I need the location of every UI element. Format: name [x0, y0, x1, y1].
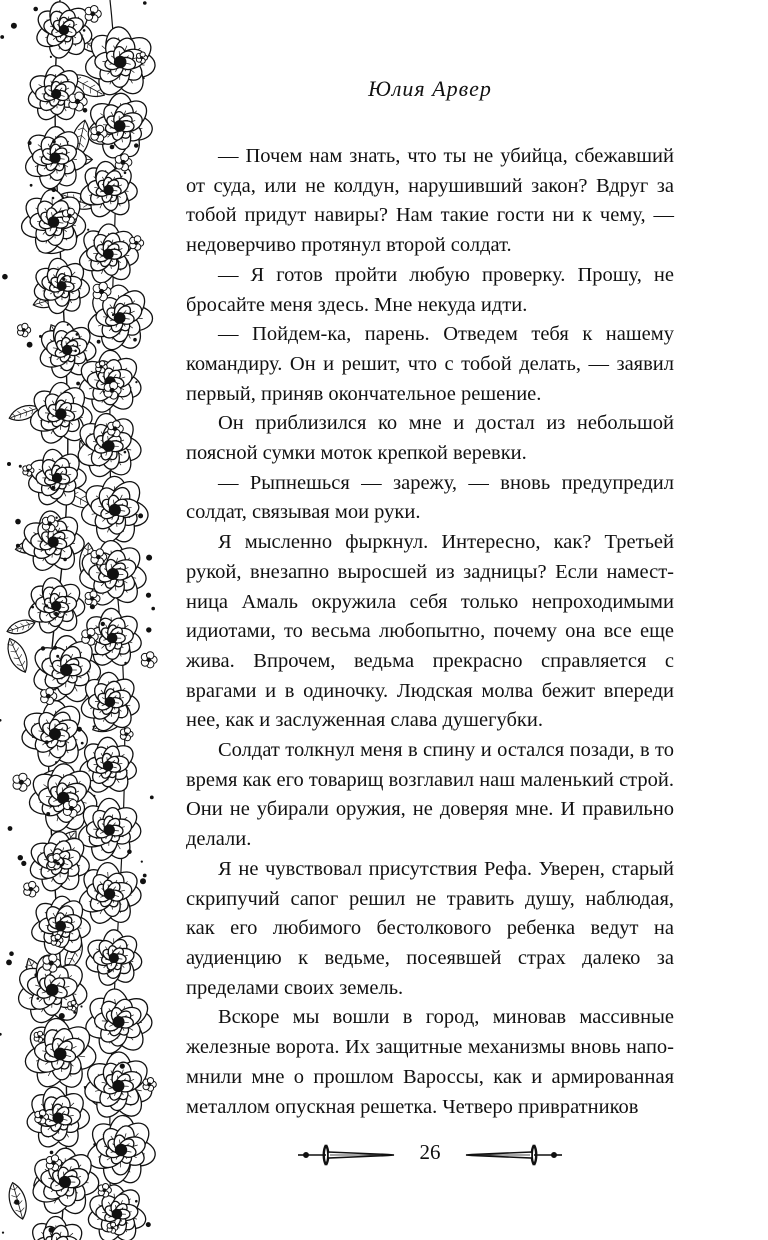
body-text	[186, 142, 674, 1122]
paragraph: Он приблизился ко мне и достал из небольшой поясной сумки моток крепкой веревки.	[186, 412, 674, 465]
page-footer	[186, 1134, 674, 1174]
paragraph: — Пойдем-ка, парень. Отведем тебя к нашему командиру. Он и решит, что с тобой делать, — заявил первый, приняв окончательное решение.	[186, 323, 674, 405]
running-header: Юлия Арвер	[368, 76, 492, 101]
paragraph: — Рыпнешься — зарежу, — вновь предупредил солдат, связывая мои руки.	[186, 471, 674, 524]
paragraph: Я мысленно фыркнул. Интересно, как? Третьей рукой, внезапно выросшей из задницы? Если наместница Амаль окружила себя только непроходимыми идиотами, то весьма любопытно, почему она все еще жива. Впрочем, ведьма прекрасно справляется с врагами и в одиночку. Людская молва бежит впереди нее, как и заслуженная слава душегубки.	[186, 531, 674, 732]
paragraph: Я не чувствовал присутствия Рефа. Уверен, старый скрипучий сапог решил не травить душу, наблюдая, как его любимого бестолкового ребенка ведут на аудиенцию к ведьме, посеявшей страх далеко за пределами своих земель.	[186, 857, 674, 999]
paragraph: Солдат толкнул меня в спину и остался позади, в то время как его товарищ возглавил наш маленький строй. Они не убирали оружия, не доверяя мне. И правильно делали.	[186, 739, 674, 851]
paragraph: Вскоре мы вошли в город, миновав массивные железные ворота. Их защитные механизмы вновь напомнили мне о прошлом Варосcы, как и армированная металлом опускная решетка. Четверо привратников	[186, 1006, 674, 1118]
floral-border	[0, 0, 160, 1240]
floral-border-icon	[0, 0, 160, 1240]
paragraph: — Я готов пройти любую проверку. Прошу, не бросайте меня здесь. Мне некуда идти.	[186, 263, 674, 316]
dagger-icon	[464, 1142, 564, 1168]
paragraph: — Почем нам знать, что ты не убийца, сбежавший от суда, или не колдун, нарушивший закон? Вдруг за тобой придут навиры? Нам такие гости ни к чему, — недоверчиво протянул второй солдат.	[186, 145, 674, 257]
page-number: 26	[419, 1140, 441, 1164]
